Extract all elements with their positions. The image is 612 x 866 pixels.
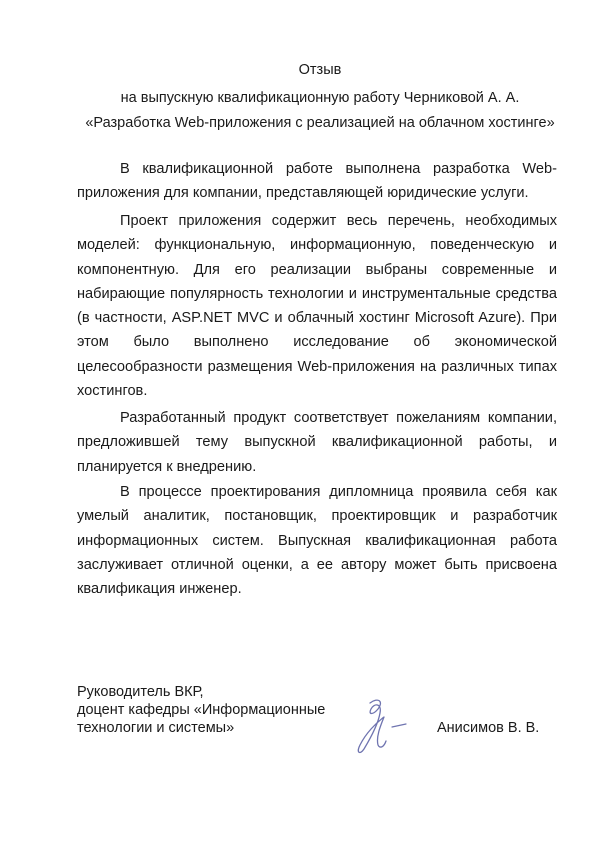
- paragraph-2: [77, 209, 557, 403]
- handwritten-signature-icon: [340, 693, 420, 763]
- document-title: Отзыв: [298, 62, 342, 78]
- paragraph-text: Проект приложения содержит весь перечень, необходимых моделей: функциональную, информационную, поведенческую и компонентную. Для его реализации выбраны современные и набирающие популярность технологии и инструментальные средства (в частности, ASP.NET MVC и облачный хостинг Microsoft Azure). При этом было выполнено исследование об экономической целесообразности размещения Web-приложения на различных типах хостингов.: [77, 213, 557, 400]
- signatory-position: доцент кафедры «Информационные: [77, 702, 326, 718]
- paragraph-text: В процессе проектирования дипломница проявила себя как умелый аналитик, постановщик, проектировщик и разработчик информационных систем. Выпускная квалификационная работа заслуживает отличной оценки, а ее автору может быть присвоена квалификация инженер.: [77, 484, 557, 598]
- signatory-department: технологии и системы»: [77, 720, 235, 736]
- document-subtitle: на выпускную квалификационную работу Черниковой А. А.: [120, 90, 520, 106]
- signatory-role: Руководитель ВКР,: [77, 684, 204, 700]
- paragraph-text: Разработанный продукт соответствует пожеланиям компании, предложившей тему выпускной квалификационной работы, и планируется к внедрению.: [77, 410, 557, 475]
- paragraph-1: [77, 157, 557, 206]
- signatory-name: Анисимов В. В.: [437, 720, 540, 736]
- paragraph-text: В квалификационной работе выполнена разработка Web-приложения для компании, представляющей юридические услуги.: [77, 161, 557, 202]
- paragraph-3: [77, 406, 557, 479]
- signatory-block: [77, 683, 325, 737]
- paragraph-4: [77, 480, 557, 601]
- work-title: «Разработка Web-приложения с реализацией на облачном хостинге»: [85, 115, 555, 131]
